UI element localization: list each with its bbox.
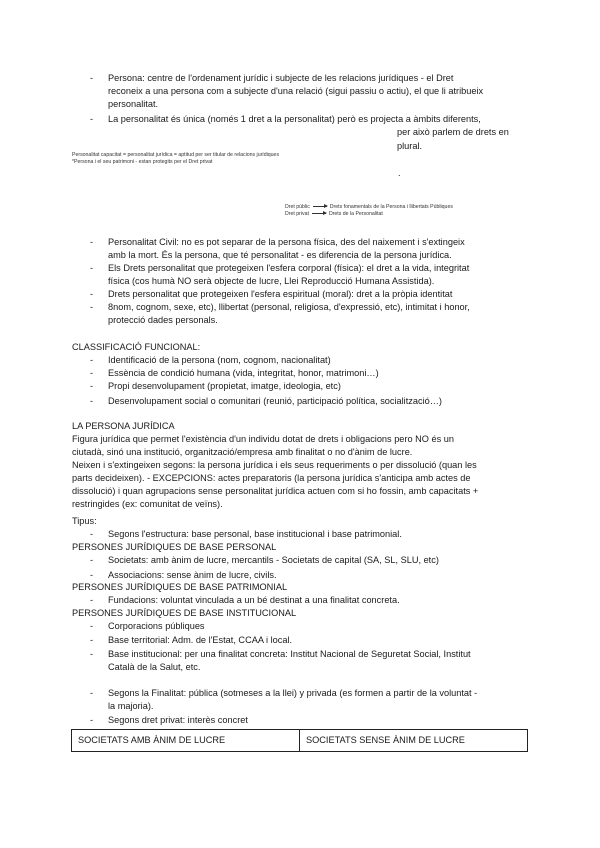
stray-dot: . (398, 168, 401, 178)
subsection-heading: PERSONES JURÍDIQUES DE BASE PATRIMONIAL (72, 582, 288, 592)
table-header-cell: SOCIETATS SENSE ÀNIM DE LUCRE (299, 730, 527, 751)
bullet-dash: - (90, 381, 94, 391)
text-line: 8nom, cognom, sexe, etc), llibertat (personal, religiosa, d'expressió, etc), intimitat i honor, (108, 302, 470, 312)
list-item (108, 528, 528, 541)
list-item (108, 634, 528, 647)
list-item (108, 554, 528, 567)
list-item (108, 395, 528, 408)
arrow-icon (313, 206, 327, 207)
bullet-dash: - (90, 621, 94, 631)
bullet-dash: - (90, 289, 94, 299)
text-line: Base territorial: Adm. de l'Estat, CCAA i local. (108, 635, 293, 645)
text-line: Associacions: sense ànim de lucre, civils. (108, 570, 277, 580)
text-line: Propi desenvolupament (propietat, imatge, ideologia, etc) (108, 381, 341, 391)
section-heading: CLASSIFICACIÓ FUNCIONAL: (72, 342, 201, 352)
text-line: Segons la Finalitat: pública (sotmeses a la llei) y privada (es formen a partir de la voluntat - (108, 688, 478, 698)
tipus-label: Tipus: (72, 516, 97, 526)
bullet-dash: - (90, 263, 94, 273)
bullet-dash: - (90, 635, 94, 645)
text-line: Català de la Salut, etc. (108, 662, 201, 672)
text-line: física (cos humà NO serà objecte de lucre, Llei Reproducció Humana Assistida). (108, 276, 435, 286)
text-line: La personalitat és única (només 1 dret a la personalitat) però es projecta a àmbits diferents, (108, 114, 481, 124)
text-line: reconeix a una persona com a subjecte d'una relació (sigui passiu o actiu), el que li atribueix (108, 86, 484, 96)
text-line: ciutadà, sinó una institució, organització/empresa amb finalitat o no d'ànim de lucre. (72, 447, 413, 457)
text-line: dissolució) i quan agrupacions sense personalitat jurídica actuen com si ho fossin, amb capacitats + (72, 486, 479, 496)
text-line: per això parlem de drets en (397, 127, 509, 137)
section-heading: LA PERSONA JURÍDICA (72, 421, 175, 431)
table-header-cell: SOCIETATS AMB ÀNIM DE LUCRE (78, 735, 226, 745)
list-item (108, 594, 528, 607)
text-line: protecció dades personals. (108, 315, 218, 325)
text-line: personalitat. (108, 99, 159, 109)
list-item-persona (108, 72, 528, 111)
bullet-dash: - (90, 688, 94, 698)
text-line: plural. (397, 141, 423, 151)
text-line: parts decideixen). - EXCEPCIONS: actes preparatoris (la persona jurídica s'anticipa amb actes de (72, 473, 471, 483)
list-item (108, 354, 528, 367)
small-note-line: Personalitat capacitat = personalitat jurídica = aptitud per ser titular de relacions jurídiques (72, 152, 280, 158)
text-line: Base institucional: per una finalitat concreta: Institut Nacional de Seguretat Social, Institut (108, 649, 471, 659)
subsection-heading: PERSONES JURÍDIQUES DE BASE PERSONAL (72, 542, 277, 552)
bullet-dash: - (90, 649, 94, 659)
text-line: Societats: amb ànim de lucre, mercantils - Societats de capital (SA, SL, SLU, etc) (108, 555, 439, 565)
text-line: restringides (ex: comunitat de veïns). (72, 499, 223, 509)
list-item (108, 301, 528, 327)
arrow-icon (312, 213, 326, 214)
diagram-left-label: Dret privat (285, 211, 309, 217)
paragraph (72, 433, 528, 511)
list-item (108, 380, 528, 393)
bullet-dash: - (90, 715, 94, 725)
text-line: Els Drets personalitat que protegeixen l'esfera corporal (física): el dret a la vida, integritat (108, 263, 470, 273)
text-line: Neixen i s'extingeixen segons: la persona jurídica i els seus requeriments o per dissolució (quan les (72, 460, 477, 470)
bullet-dash: - (90, 529, 94, 539)
small-note-line: *Persona i el seu patrimoni - estan protegits per el Dret privat (72, 159, 213, 165)
list-item (108, 262, 528, 288)
bullet-dash: - (90, 114, 94, 124)
text-line: la majoria). (108, 701, 154, 711)
text-line: Essència de condició humana (vida, integritat, honor, matrimoni…) (108, 368, 379, 378)
text-line: amb la mort. És la persona, que té personalitat - es diferencia de la persona jurídica. (108, 250, 452, 260)
bullet-dash: - (90, 237, 94, 247)
text-line: Identificació de la persona (nom, cognom, nacionalitat) (108, 355, 331, 365)
diagram-left-label: Dret públic (285, 204, 310, 210)
bullet-dash: - (90, 570, 94, 580)
bullet-dash: - (90, 396, 94, 406)
text-line: Desenvolupament social o comunitari (reunió, participació política, socialització…) (108, 396, 442, 406)
text-line: Segons l'estructura: base personal, base institucional i base patrimonial. (108, 529, 402, 539)
subsection-heading: PERSONES JURÍDIQUES DE BASE INSTITUCIONAL (72, 608, 297, 618)
text-line: Persona: centre de l'ordenament jurídic i subjecte de les relacions jurídiques - el Dret (108, 73, 454, 83)
bullet-dash: - (90, 595, 94, 605)
bullet-dash: - (90, 355, 94, 365)
bullet-dash: - (90, 368, 94, 378)
text-line: Figura jurídica que permet l'existència d'un individu dotat de drets i obligacions pero NO és un (72, 434, 454, 444)
bullet-dash: - (90, 302, 94, 312)
list-item (108, 236, 528, 262)
diagram-row (285, 204, 453, 210)
list-item (108, 288, 528, 301)
text-line: Drets personalitat que protegeixen l'esfera espiritual (moral): dret a la pròpia identitat (108, 289, 453, 299)
text-line: Corporacions públiques (108, 621, 205, 631)
list-item (108, 620, 528, 633)
diagram-row (285, 211, 383, 217)
diagram-right-label: Drets fonamentals de la Persona i llibertats Públiques (329, 204, 453, 210)
list-item (108, 687, 528, 713)
diagram-right-label: Drets de la Personalitat (328, 211, 383, 217)
list-item (108, 714, 528, 727)
bullet-dash: - (90, 555, 94, 565)
societats-table (71, 729, 528, 752)
text-line: Segons dret privat: interès concret (108, 715, 248, 725)
list-item-personalitat-unica (108, 113, 528, 126)
bullet-dash: - (90, 73, 94, 83)
list-item (108, 367, 528, 380)
list-item (108, 648, 528, 674)
text-line: Personalitat Civil: no es pot separar de la persona física, des del naixement i s'extingeix (108, 237, 465, 247)
text-line: Fundacions: voluntat vinculada a un bé destinat a una finalitat concreta. (108, 595, 400, 605)
